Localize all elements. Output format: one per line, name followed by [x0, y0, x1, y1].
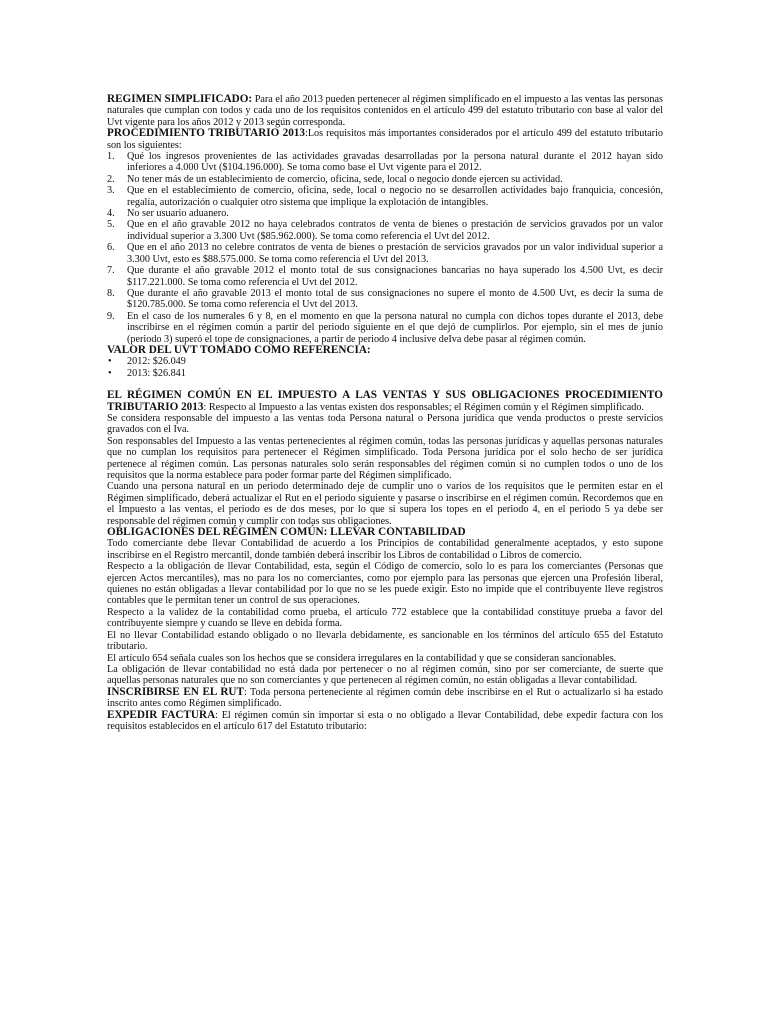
list-item: [107, 185, 663, 208]
list-item: [107, 208, 663, 219]
rut-text: : Toda persona perteneciente al régimen común debe inscribirse en el Rut o actualizarlo si ha estado inscrito antes como Régimen simplificado.: [107, 686, 663, 710]
list-item-text: En el caso de los numerales 6 y 8, en el momento en que la persona natural no cumpla con dichos topes durante el 2013, debe inscribirse en el régimen común a partir del periodo siguiente en el que dejó de cumplirlos. Por ejemplo, sin el mes de junio (periodo 3) superó el tope de consignaciones, a partir de periodo 4 inclusive deIva debe pasar al régimen común.: [127, 310, 663, 345]
list-item: [107, 288, 663, 311]
list-item-number: 9.: [107, 310, 115, 322]
list-item-text: No tener más de un establecimiento de comercio, oficina, sede, local o negocio donde ejercen su actividad.: [127, 173, 563, 185]
list-item-text: Que durante el año gravable 2013 el monto total de sus consignaciones no supere el monto de 4.500 Uvt, es decir la suma de $120.785.000. Se toma como referencia el Uvt del 2013.: [127, 287, 663, 311]
bullet-icon: •: [108, 367, 112, 379]
uvt-list: [107, 356, 663, 379]
list-item-number: 6.: [107, 242, 115, 254]
list-item-text: Que en el año gravable 2012 no haya celebrados contratos de venta de bienes o prestación de servicios gravados por un valor individual superior a 3.300 Uvt ($85.962.000). Se toma como referencia el Uvt del 2012.: [127, 219, 663, 242]
intro-paragraph: [107, 94, 663, 128]
list-item-number: 2.: [107, 173, 115, 185]
list-item-number: 7.: [107, 265, 115, 277]
intro-title: REGIMEN SIMPLIFICADO:: [107, 93, 253, 105]
requisitos-list: [107, 151, 663, 345]
rut-paragraph: [107, 687, 663, 710]
list-item-text: Que en el establecimiento de comercio, oficina, sede, local o negocio no se desarrollen actividades bajo franquicia, concesión, regalía, autorización o cualquier otro sistema que implique la explotación de intangibles.: [127, 185, 663, 208]
list-item-text: No ser usuario aduanero.: [127, 208, 229, 220]
paragraph: Todo comerciante debe llevar Contabilidad de acuerdo a los Principios de contabilidad generalmente aceptados, y esto supone inscribirse en el Registro mercantil, donde también deberá inscribir los Libros de contabilidad o Libros de comercio.: [107, 538, 663, 561]
list-item-number: 4.: [107, 208, 115, 220]
factura-text: : El régimen común sin importar si esta o no obligado a llevar Contabilidad, debe expedir factura con los requisitos establecidos en el artículo 617 del Estatuto tributario:: [107, 709, 663, 732]
paragraph: Respecto a la obligación de llevar Contabilidad, esta, según el Código de comercio, solo lo es para los comerciantes (Personas que ejercen Actos mercantiles), mas no para los no comerciantes, como por ejemplo para las personas que ejercen una Profesión liberal, quienes no están obligadas a llevar contabilidad por lo que no se les puede exigir. Esto no impide que el contribuyente lleve registros contables que le permitan tener un control de sus operaciones.: [107, 561, 663, 607]
list-item-number: 3.: [107, 185, 115, 197]
comun-title: EL RÉGIMEN COMÚN EN EL IMPUESTO A LAS VENTAS Y SUS OBLIGACIONES PROCEDIMIENTO TRIBUTARIO 2013: [107, 389, 663, 413]
comun-paragraph: [107, 390, 663, 413]
list-item: [107, 265, 663, 288]
factura-paragraph: [107, 710, 663, 733]
paragraph: La obligación de llevar contabilidad no está dada por pertenecer o no al régimen común, sino por ser comerciante, de suerte que aquellas personas naturales que no son comerciantes y que pertenecen al régimen común, no están obligadas a llevar contabilidad.: [107, 663, 663, 687]
list-item-text: Que durante el año gravable 2012 el monto total de sus consignaciones bancarias no haya superado los 4.500 Uvt, es decir $117.221.000. Se toma como referencia el Uvt del 2012.: [127, 265, 663, 288]
list-item-number: 5.: [107, 219, 115, 231]
uvt-title: VALOR DEL UVT TOMADO COMO REFERENCIA:: [107, 343, 371, 356]
list-item: [107, 368, 663, 379]
list-item: [107, 356, 663, 367]
paragraph: Cuando una persona natural en un periodo determinado deje de cumplir uno o varios de los requisitos que le permiten estar en el Régimen simplificado, deberá actualizar el Rut en el periodo siguiente y pasarse o inscribirse en el régimen común. Recordemos que en el Impuesto a las ventas, el periodo es de dos meses, por lo que si supera los topes en el periodo 4, en el periodo 5 ya debe ser responsable del régimen común y cumplir con todas sus obligaciones.: [107, 481, 663, 527]
rut-title: INSCRIBIRSE EN EL RUT: [107, 685, 244, 698]
factura-title: EXPEDIR FACTURA: [107, 708, 216, 721]
list-item-text: 2012: $26.049: [127, 356, 186, 368]
paragraph: Se considera responsable del impuesto a las ventas toda Persona natural o Persona jurídica que venda productos o preste servicios gravados con el Iva.: [107, 412, 663, 436]
procedimiento-text: :Los requisitos más importantes considerados por el artículo 499 del estatuto tributario son los siguientes:: [107, 128, 663, 151]
list-item: [107, 311, 663, 345]
procedimiento-paragraph: [107, 128, 663, 151]
paragraph: El no llevar Contabilidad estando obligado o no llevarla debidamente, es sancionable en los términos del artículo 655 del Estatuto tributario.: [107, 629, 663, 653]
list-item-number: 8.: [107, 287, 115, 299]
list-item: [107, 219, 663, 242]
list-item-text: 2013: $26.841: [127, 367, 186, 379]
list-item-number: 1.: [107, 151, 115, 163]
contabilidad-title: OBLIGACIONES DEL RÉGIMEN COMÚN: LLEVAR CONTABILIDAD: [107, 526, 466, 539]
list-item-text: Qué los ingresos provenientes de las actividades gravadas desarrolladas por la persona natural durante el 2012 hayan sido inferiores a 4.000 Uvt ($104.196.000). Se toma como base el Uvt vigente para el 2012.: [127, 151, 663, 174]
list-item-text: Que en el año 2013 no celebre contratos de venta de bienes o prestación de servicios gravados por un valor individual superior a 3.300 Uvt, esto es $88.575.000. Se toma como referencia el Uvt del 2013.: [127, 242, 663, 265]
procedimiento-title: PROCEDIMIENTO TRIBUTARIO 2013: [107, 127, 305, 140]
list-item: [107, 151, 663, 174]
intro-text: Para el año 2013 pueden pertenecer al régimen simplificado en el impuesto a las ventas las personas naturales que cumplan con todos y cada uno de los requisitos contenidos en el artículo 499 del estatuto tributario con base al valor del Uvt vigente para los años 2012 y 2013 según corresponda.: [107, 94, 663, 128]
paragraph: El artículo 654 señala cuales son los hechos que se considera irregulares en la contabilidad y que se consideran sancionables.: [107, 652, 617, 664]
comun-text: : Respecto al Impuesto a las ventas existen dos responsables; el Régimen común y el Régimen simplificado.: [203, 401, 644, 413]
bullet-icon: •: [108, 356, 112, 368]
list-item: [107, 174, 663, 185]
list-item: [107, 242, 663, 265]
paragraph: Respecto a la validez de la contabilidad como prueba, el artículo 772 establece que la contabilidad constituye prueba a favor del contribuyente siempre y cuando se lleve en debida forma.: [107, 606, 663, 630]
document-page: [107, 94, 663, 732]
paragraph: Son responsables del Impuesto a las ventas pertenecientes al régimen común, todas las personas jurídicas y aquellas personas naturales que no cumplan los requisitos para pertenecer el Régimen simplificado. Toda Persona jurídica por el solo hecho de ser jurídica pertenece al régimen común. Las personas naturales solo serán responsables del régimen común si no cumplen todos o uno de los requisitos que la norma establece para poder formar parte del Régimen simplificado.: [107, 435, 663, 481]
